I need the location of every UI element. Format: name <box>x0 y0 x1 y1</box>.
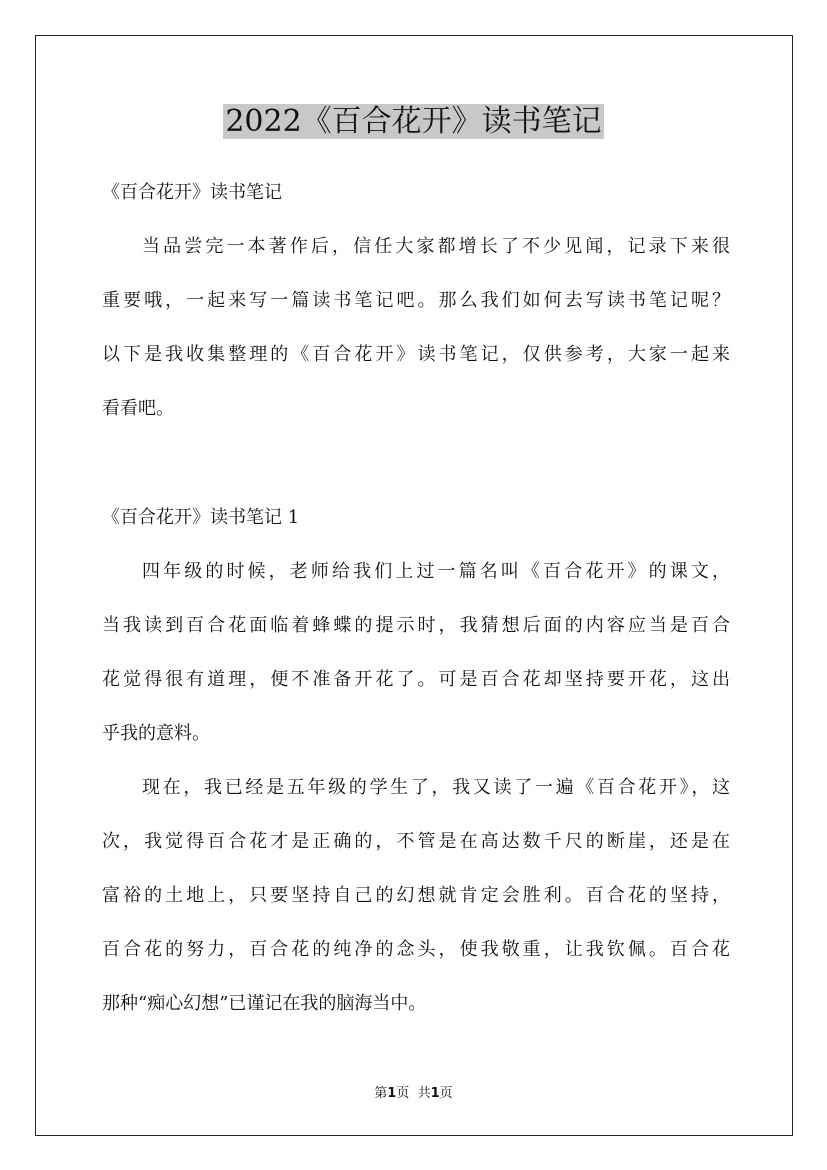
intro-line: 看看吧。 <box>102 398 174 419</box>
intro-line: 以下是我收集整理的《百合花开》读书笔记，仅供参考，大家一起来 <box>102 344 730 365</box>
paragraph-line: 乎我的意料。 <box>102 723 210 744</box>
total-pages: 1 <box>430 1086 440 1101</box>
section-heading: 《百合花开》读书笔记 <box>102 182 282 203</box>
paragraph-line: 百合花的努力，百合花的纯净的念头，使我敬重，让我钦佩。百合花 <box>102 939 730 960</box>
page-number: 1 <box>387 1086 397 1101</box>
page-prefix: 第 <box>374 1086 388 1101</box>
section-heading: 《百合花开》读书笔记 1 <box>102 507 300 528</box>
paragraph-line: 现在，我已经是五年级的学生了，我又读了一遍《百合花开》，这 <box>142 777 730 798</box>
intro-line: 当品尝完一本著作后，信任大家都增长了不少见闻，记录下来很 <box>142 236 730 257</box>
paragraph-line: 四年级的时候，老师给我们上过一篇名叫《百合花开》的课文， <box>142 561 730 582</box>
paragraph-line: 当我读到百合花面临着蜂蝶的提示时，我猜想后面的内容应当是百合 <box>102 615 730 636</box>
paragraph-line: 富裕的土地上，只要坚持自己的幻想就肯定会胜利。百合花的坚持， <box>102 885 730 906</box>
paragraph-line: 花觉得很有道理，便不准备开花了。可是百合花却坚持要开花，这出 <box>102 669 730 690</box>
document-title <box>0 100 827 144</box>
intro-line: 重要哦，一起来写一篇读书笔记吧。那么我们如何去写读书笔记呢？ <box>102 290 730 311</box>
paragraph-line: 那种“痴心幻想”已谨记在我的脑海当中。 <box>102 993 427 1014</box>
page-footer <box>0 1082 827 1101</box>
page-suffix: 页 <box>396 1086 410 1101</box>
document-title-text: 2022《百合花开》读书笔记 <box>225 104 602 139</box>
paragraph-line: 次，我觉得百合花才是正确的，不管是在高达数千尺的断崖，还是在 <box>102 831 730 852</box>
total-prefix: 共 <box>417 1086 431 1101</box>
total-suffix: 页 <box>439 1086 453 1101</box>
